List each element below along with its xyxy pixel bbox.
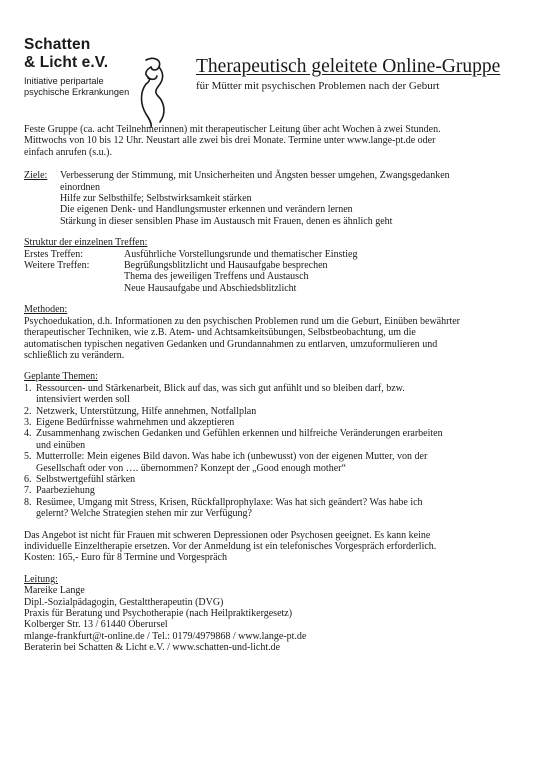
list-item-text: Gesellschaft oder von …. übernommen? Konzept der „Good enough mother“ <box>36 462 346 474</box>
logo-tagline-line1: Initiative peripartale <box>24 76 104 86</box>
struktur-row-text: Begrüßungsblitzlicht und Hausaufgabe besprechen <box>124 260 328 272</box>
list-item-number: 4. <box>24 428 32 440</box>
struktur-row-text: Thema des jeweiligen Treffens und Austausch <box>124 271 309 283</box>
intro-paragraph <box>24 124 529 158</box>
organization-logo <box>24 36 174 108</box>
angebot-line: individuelle Einzeltherapie ersetzen. Vor der Anmeldung ist ein telefonisches Vorgespräch erforderlich. <box>24 541 437 552</box>
struktur-row-label: Weitere Treffen: <box>24 260 90 272</box>
list-item-number: 6. <box>24 473 32 485</box>
list-item-text: Ressourcen- und Stärkenarbeit, Blick auf das, was sich gut anfühlt und so bleiben darf, bzw. <box>36 382 405 394</box>
methoden-line: automatischen typischen negativen Gedanken und Grundannahmen zu entlarven, umzuformulieren und <box>24 338 438 350</box>
leitung-contact-line: mlange-frankfurt@t-online.de / Tel.: 0179/4979868 / www.lange-pt.de <box>24 630 307 642</box>
list-item-text: Netzwerk, Unterstützung, Hilfe annehmen, Notfallplan <box>36 405 257 417</box>
list-item-number: 5. <box>24 451 32 463</box>
leitung-line: Mareike Lange <box>24 585 85 597</box>
leitung-heading: Leitung: <box>24 573 58 585</box>
angebot-paragraph <box>24 530 529 564</box>
intro-line: Mittwochs von 10 bis 12 Uhr. Neustart alle zwei bis drei Monate. Termine unter www.lange-pt.de oder <box>24 135 436 147</box>
list-item-text: Eigene Bedürfnisse wahrnehmen und akzeptieren <box>36 416 235 428</box>
list-item <box>24 451 529 474</box>
page-subtitle: für Mütter mit psychischen Problemen nach der Geburt <box>196 80 440 92</box>
mother-figure-icon <box>134 56 174 128</box>
list-item <box>24 417 529 428</box>
struktur-row-text: Ausführliche Vorstellungsrunde und thematischer Einstieg <box>124 248 358 260</box>
list-item-text: Selbstwertgefühl stärken <box>36 473 136 485</box>
ziele-item: einordnen <box>60 181 100 193</box>
leitung-line: Dipl.-Sozialpädagogin, Gestalttherapeutin (DVG) <box>24 596 224 608</box>
list-item-text: Zusammenhang zwischen Gedanken und Gefühlen erkennen und hilfreiche Veränderungen erarbeiten <box>36 428 443 440</box>
angebot-line: Das Angebot ist nicht für Frauen mit schweren Depressionen oder Psychosen geeignet. Es kann keine <box>24 529 431 541</box>
logo-tagline-line2: psychische Erkrankungen <box>24 87 130 97</box>
list-item-text: Paarbeziehung <box>36 485 95 497</box>
list-item <box>24 474 529 485</box>
themen-section <box>24 371 529 519</box>
list-item <box>24 406 529 417</box>
list-item-text: intensiviert werden soll <box>36 394 130 406</box>
struktur-row-label: Erstes Treffen: <box>24 248 83 260</box>
methoden-line: therapeutischer Techniken, wie z.B. Atem- und Achtsamkeitsübungen, Selbstbeobachtung, um die <box>24 327 416 339</box>
themen-list <box>24 383 529 520</box>
ziele-item: Stärkung in dieser sensiblen Phase im Austausch mit Frauen, denen es ähnlich geht <box>60 215 393 227</box>
list-item-text: Mutterrolle: Mein eigenes Bild davon. Was habe ich (unbewusst) von der eigenen Mutter, von der <box>36 451 428 463</box>
methoden-section <box>24 304 529 361</box>
list-item-text: Resümee, Umgang mit Stress, Krisen, Rückfallprophylaxe: Was hat sich geändert? Was habe ich <box>36 496 423 508</box>
struktur-section <box>24 237 529 294</box>
leitung-line: Praxis für Beratung und Psychotherapie (nach Heilpraktikergesetz) <box>24 608 293 620</box>
themen-heading: Geplante Themen: <box>24 371 98 383</box>
logo-name-line2: & Licht e.V. <box>24 54 109 71</box>
list-item <box>24 497 529 520</box>
intro-line: einfach anrufen (s.u.). <box>24 146 113 158</box>
list-item-text: gelernt? Welche Strategien stehen mir zur Verfügung? <box>36 508 252 520</box>
logo-name-line1: Schatten <box>24 36 91 53</box>
struktur-heading: Struktur der einzelnen Treffen: <box>24 237 148 249</box>
page-title: Therapeutisch geleitete Online-Gruppe <box>196 56 501 77</box>
leitung-line: Kolberger Str. 13 / 61440 Oberursel <box>24 619 168 631</box>
ziele-item: Verbesserung der Stimmung, mit Unsicherheiten und Ängsten besser umgehen, Zwangsgedanken <box>60 170 450 182</box>
list-item <box>24 485 529 496</box>
ziele-item: Die eigenen Denk- und Handlungsmuster erkennen und verändern lernen <box>60 204 353 216</box>
methoden-line: Psychoedukation, d.h. Informationen zu den psychischen Problemen rund um die Geburt, Einüben bewährter <box>24 315 461 327</box>
ziele-section <box>24 170 529 227</box>
methoden-heading: Methoden: <box>24 304 68 316</box>
leitung-section <box>24 574 529 654</box>
list-item <box>24 428 529 451</box>
leitung-line: Beraterin bei Schatten & Licht e.V. / www.schatten-und-licht.de <box>24 642 281 654</box>
list-item-number: 3. <box>24 416 32 428</box>
methoden-line: schließlich zu verändern. <box>24 349 125 361</box>
list-item-text: und einüben <box>36 439 86 451</box>
list-item-number: 2. <box>24 405 32 417</box>
document-body <box>24 124 529 654</box>
list-item-number: 1. <box>24 382 32 394</box>
list-item-number: 7. <box>24 485 32 497</box>
angebot-line: Kosten: 165,- Euro für 8 Termine und Vorgespräch <box>24 552 227 564</box>
intro-line: Feste Gruppe (ca. acht Teilnehmerinnen) mit therapeutischer Leitung über acht Wochen à zwei Stunden. <box>24 124 441 135</box>
list-item-number: 8. <box>24 496 32 508</box>
ziele-item: Hilfe zur Selbsthilfe; Selbstwirksamkeit stärken <box>60 193 252 205</box>
ziele-heading: Ziele: <box>24 170 48 182</box>
list-item <box>24 383 529 406</box>
struktur-row-text: Neue Hausaufgabe und Abschiedsblitzlicht <box>124 282 297 294</box>
